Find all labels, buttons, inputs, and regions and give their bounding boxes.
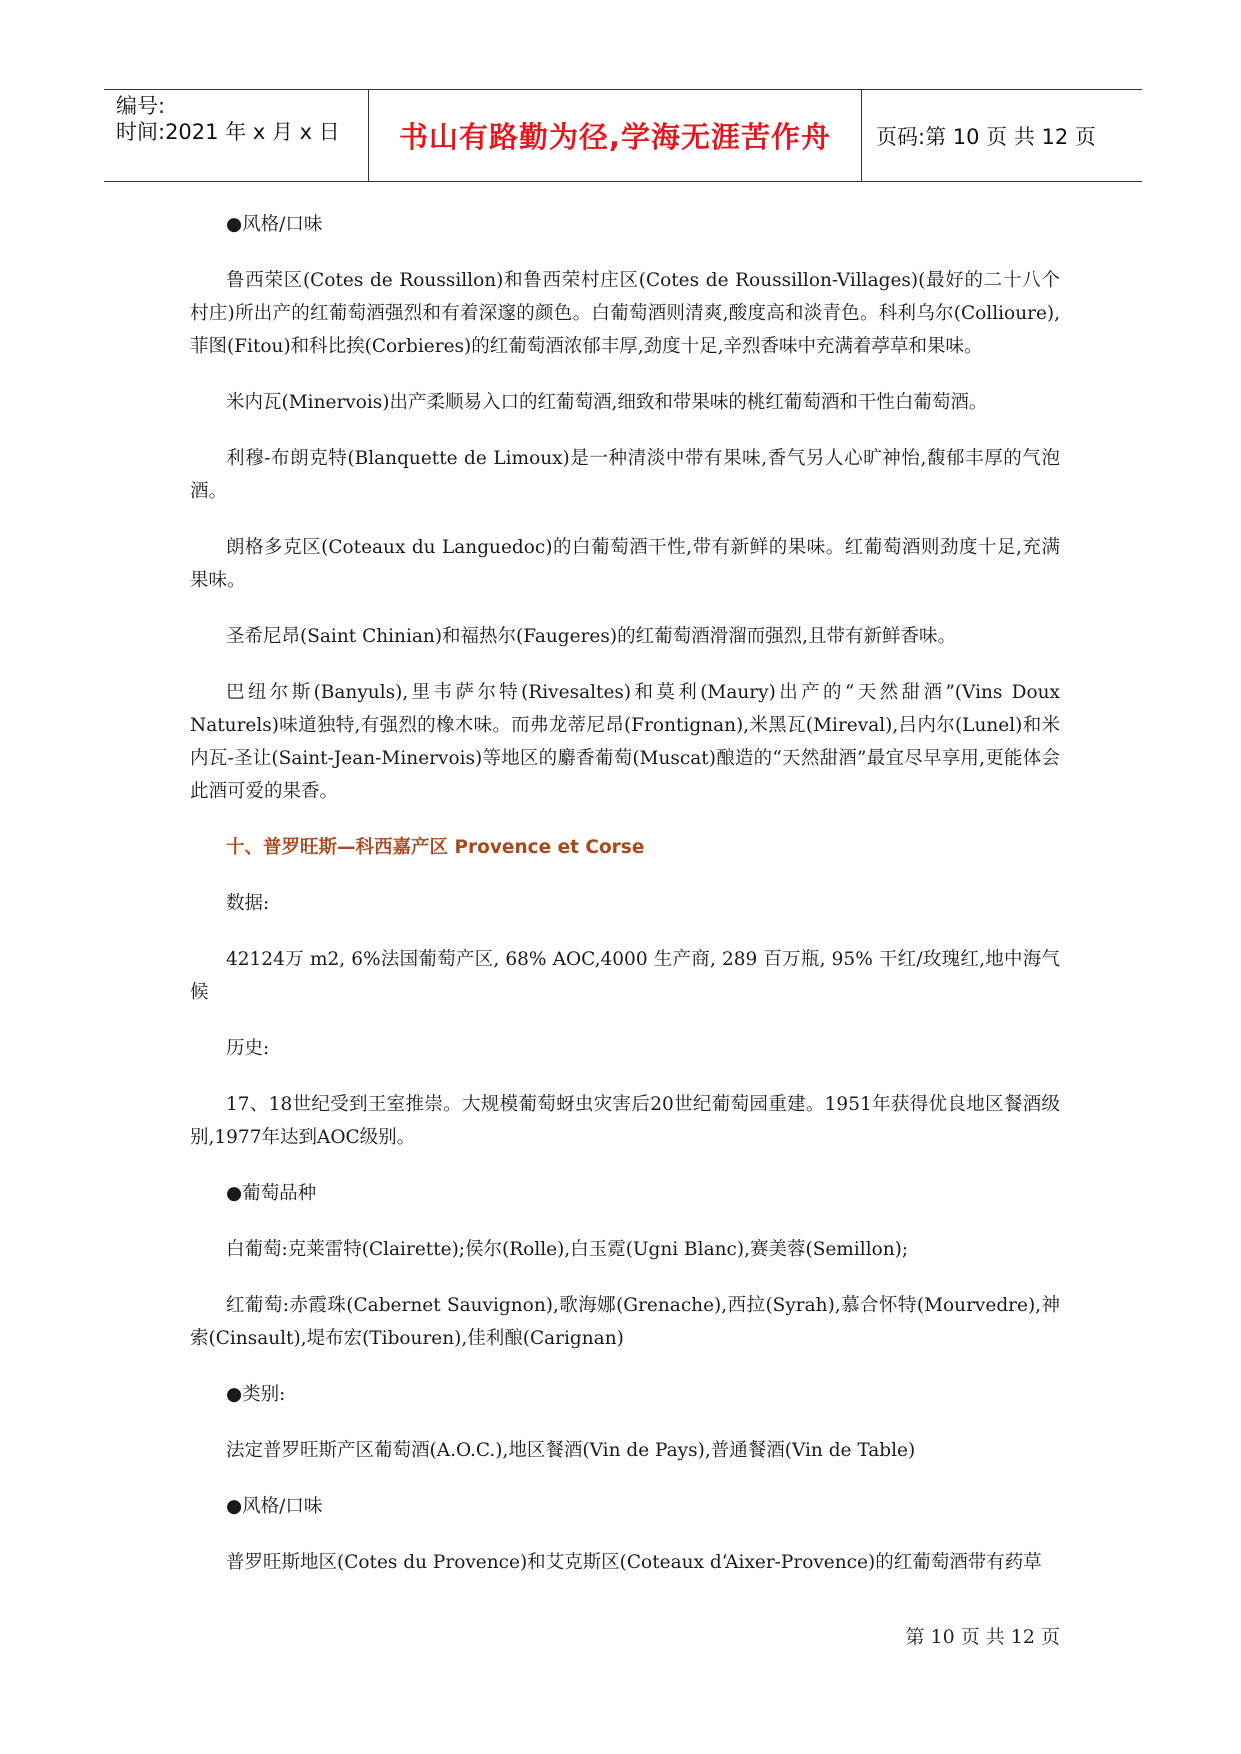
header-left-cell xyxy=(104,90,368,181)
page-header xyxy=(104,89,1142,182)
paragraph-provence: 普罗旺斯地区(Cotes du Provence)和艾克斯区(Coteaux d‘Aixer-Provence)的红葡萄酒带有药草 xyxy=(226,1552,1042,1573)
style-heading-1: ●风格/口味 xyxy=(226,214,323,235)
data-label: 数据: xyxy=(226,893,270,914)
paragraph-languedoc: 朗格多克区(Coteaux du Languedoc)的白葡萄酒干性,带有新鲜的果味。红葡萄酒则劲度十足,充满果味。 xyxy=(190,537,1060,591)
history-text: 17、18世纪受到王室推崇。大规模葡萄蚜虫灾害后20世纪葡萄园重建。1951年获得优良地区餐酒级别,1977年达到AOC级别。 xyxy=(190,1094,1060,1148)
red-grapes-text: 红葡萄:赤霞珠(Cabernet Sauvignon),歌海娜(Grenache),西拉(Syrah),慕合怀特(Mourvedre),神索(Cinsault),堤布宏(Tibouren),佳利酿(Carignan) xyxy=(190,1295,1060,1349)
document-body xyxy=(190,208,1060,1602)
paragraph-roussillon: 鲁西荣区(Cotes de Roussillon)和鲁西荣村庄区(Cotes de Roussillon-Villages)(最好的二十八个村庄)所出产的红葡萄酒强烈和有着深邃的颜色。白葡萄酒则清爽,酸度高和淡青色。科利乌尔(Collioure),菲图(Fitou)和科比挨(Corbieres)的红葡萄酒浓郁丰厚,劲度十足,辛烈香味中充满着葶草和果味。 xyxy=(190,270,1060,357)
document-number-label: 编号: xyxy=(116,94,166,118)
header-middle-cell xyxy=(368,90,862,181)
data-text: 42124万 m2, 6%法国葡萄产区, 68% AOC,4000 生产商, 289 百万瓶, 95% 干红/玫瑰红,地中海气候 xyxy=(190,949,1060,1003)
header-right-cell xyxy=(860,90,1142,181)
history-label: 历史: xyxy=(226,1038,270,1059)
section-heading-provence: 十、普罗旺斯—科西嘉产区 Provence et Corse xyxy=(226,837,645,858)
white-grapes-text: 白葡萄:克莱雷特(Clairette);侯尔(Rolle),白玉霓(Ugni Blanc),赛美蓉(Semillon); xyxy=(226,1239,909,1260)
paragraph-saint-chinian: 圣希尼昂(Saint Chinian)和福热尔(Faugeres)的红葡萄酒滑溜而强烈,且带有新鲜香味。 xyxy=(226,626,956,647)
paragraph-banyuls: 巴纽尔斯(Banyuls),里韦萨尔特(Rivesaltes)和莫利(Maury)出产的“天然甜酒”(Vins Doux Naturels)味道独特,有强烈的橡木味。而弗龙蒂尼昂(Frontignan),米黑瓦(Mireval),吕内尔(Lunel)和米内瓦-圣让(Saint-Jean-Minervois)等地区的麝香葡萄(Muscat)酿造的“天然甜酒”最宜尽早享用,更能体会此酒可爱的果香。 xyxy=(190,682,1060,802)
header-motto: 书山有路勤为径,学海无涯苦作舟 xyxy=(398,120,832,154)
grape-varieties-heading: ●葡萄品种 xyxy=(226,1183,317,1204)
document-time-label: 时间:2021 年 x 月 x 日 xyxy=(116,120,340,144)
category-text: 法定普罗旺斯产区葡萄酒(A.O.C.),地区餐酒(Vin de Pays),普通餐酒(Vin de Table) xyxy=(226,1440,916,1461)
paragraph-minervois: 米内瓦(Minervois)出产柔顺易入口的红葡萄酒,细致和带果味的桃红葡萄酒和干性白葡萄酒。 xyxy=(226,392,988,413)
category-heading: ●类别: xyxy=(226,1384,286,1405)
page-footer: 第 10 页 共 12 页 xyxy=(905,1626,1060,1648)
paragraph-limoux: 利穆-布朗克特(Blanquette de Limoux)是一种清淡中带有果味,香气另人心旷神怡,馥郁丰厚的气泡酒。 xyxy=(190,448,1060,502)
style-heading-2: ●风格/口味 xyxy=(226,1496,323,1517)
header-page-info: 页码:第 10 页 共 12 页 xyxy=(876,124,1096,149)
